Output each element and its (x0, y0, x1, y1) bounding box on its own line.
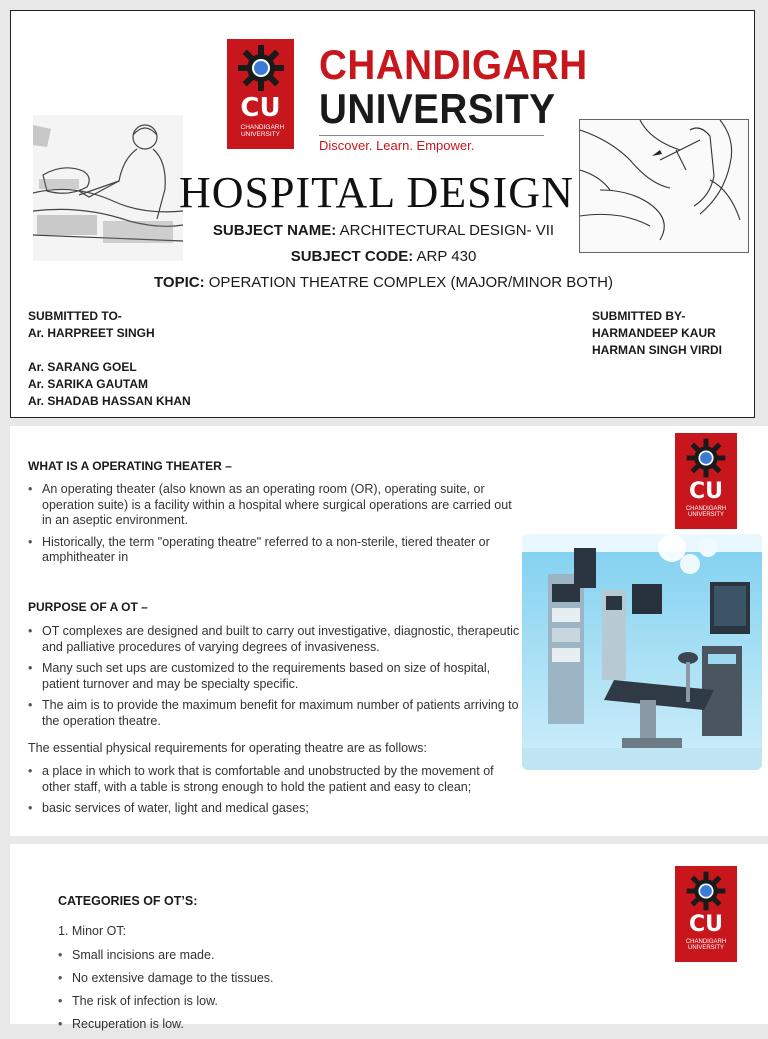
section-heading-categories: CATEGORIES OF OT’S: (58, 894, 198, 908)
subject-name (11, 222, 756, 239)
bullet-list-definition (28, 482, 518, 572)
logo-name: CHANDIGARH UNIVERSITY (685, 939, 727, 952)
subject-code-label: SUBJECT CODE: (290, 248, 414, 265)
spacer (28, 342, 191, 359)
subheading-minor-ot: 1. Minor OT: (58, 924, 127, 938)
submitted-to-label: SUBMITTED TO- (28, 309, 122, 323)
topic-label: TOPIC: (154, 274, 205, 291)
submitted-to-block (28, 308, 191, 410)
operating-room-photo (522, 534, 762, 770)
faculty-name: Ar. SHADAB HASSAN KHAN (28, 394, 191, 408)
logo-monogram: CU (688, 479, 723, 504)
logo-name: CHANDIGARH UNIVERSITY (240, 124, 285, 138)
topic (11, 274, 756, 291)
list-item: • a place in which to work that is comfortable and unobstructed by the movement of other staff, with a table is strong enough to hold the patient and easy to clean; (28, 764, 520, 795)
list-item: • The risk of infection is low. (58, 993, 478, 1009)
submitted-by-block (592, 308, 722, 359)
university-logo (675, 866, 737, 962)
list-item: • Recuperation is low. (58, 1016, 478, 1032)
list-item: • basic services of water, light and medical gases; (28, 801, 520, 817)
surgeon-sketch-illustration (33, 115, 183, 261)
submitted-by-label: SUBMITTED BY- (592, 309, 686, 323)
list-item: • The aim is to provide the maximum benefit for maximum number of patients arriving to the operation theatre. (28, 698, 520, 729)
list-item: • No extensive damage to the tissues. (58, 970, 478, 986)
list-item: • An operating theater (also known as an operating room (OR), operating suite, or operation suite) is a facility within a hospital where surgical operations are carried out in an aseptic environment. (28, 482, 518, 529)
list-item: • Historically, the term "operating theatre" referred to a non-sterile, tiered theater or amphitheater in (28, 535, 518, 566)
categories-slide (10, 844, 768, 1031)
university-logo (227, 39, 294, 149)
logo-name: CHANDIGARH UNIVERSITY (685, 506, 727, 519)
faculty-name: Ar. SARIKA GAUTAM (28, 377, 148, 391)
list-item: • Many such set ups are customized to the requirements based on size of hospital, patient turnover and may be specialty specific. (28, 661, 520, 692)
list-item: • OT complexes are designed and built to carry out investigative, diagnostic, therapeutic and palliative procedures of varying degrees of invasiveness. (28, 624, 520, 655)
university-tagline: Discover. Learn. Empower. (319, 135, 544, 153)
logo-monogram: CU (240, 93, 281, 123)
title-slide (10, 10, 755, 418)
cog-emblem-icon (685, 870, 727, 912)
operating-theater-slide (10, 426, 768, 836)
subject-name-label: SUBJECT NAME: (212, 222, 337, 239)
faculty-name: Ar. SARANG GOEL (28, 360, 137, 374)
university-logo (675, 433, 737, 529)
section-heading-what-is-ot: WHAT IS A OPERATING THEATER – (28, 459, 232, 473)
logo-monogram: CU (688, 912, 723, 937)
university-name-line1: CHANDIGARH (319, 41, 588, 88)
faculty-name: Ar. HARPREET SINGH (28, 326, 155, 340)
presentation-title: HOSPITAL DESIGN (179, 168, 574, 217)
list-item: • Small incisions are made. (58, 947, 478, 963)
bullet-list-requirements (28, 764, 520, 823)
subject-code-value: ARP 430 (416, 248, 477, 265)
cog-emblem-icon (685, 437, 727, 479)
subject-code (11, 248, 756, 265)
bullet-list-minor-ot (58, 947, 478, 1039)
subject-name-value: ARCHITECTURAL DESIGN- VII (339, 222, 555, 239)
student-name: HARMANDEEP KAUR (592, 326, 716, 340)
section-heading-purpose: PURPOSE OF A OT – (28, 600, 148, 614)
bullet-list-purpose (28, 624, 520, 735)
requirements-intro: The essential physical requirements for operating theatre are as follows: (28, 741, 427, 755)
university-name-line2: UNIVERSITY (319, 85, 556, 132)
topic-value: OPERATION THEATRE COMPLEX (MAJOR/MINOR BOTH) (208, 274, 613, 291)
cog-emblem-icon (236, 43, 286, 93)
student-name: HARMAN SINGH VIRDI (592, 343, 723, 357)
